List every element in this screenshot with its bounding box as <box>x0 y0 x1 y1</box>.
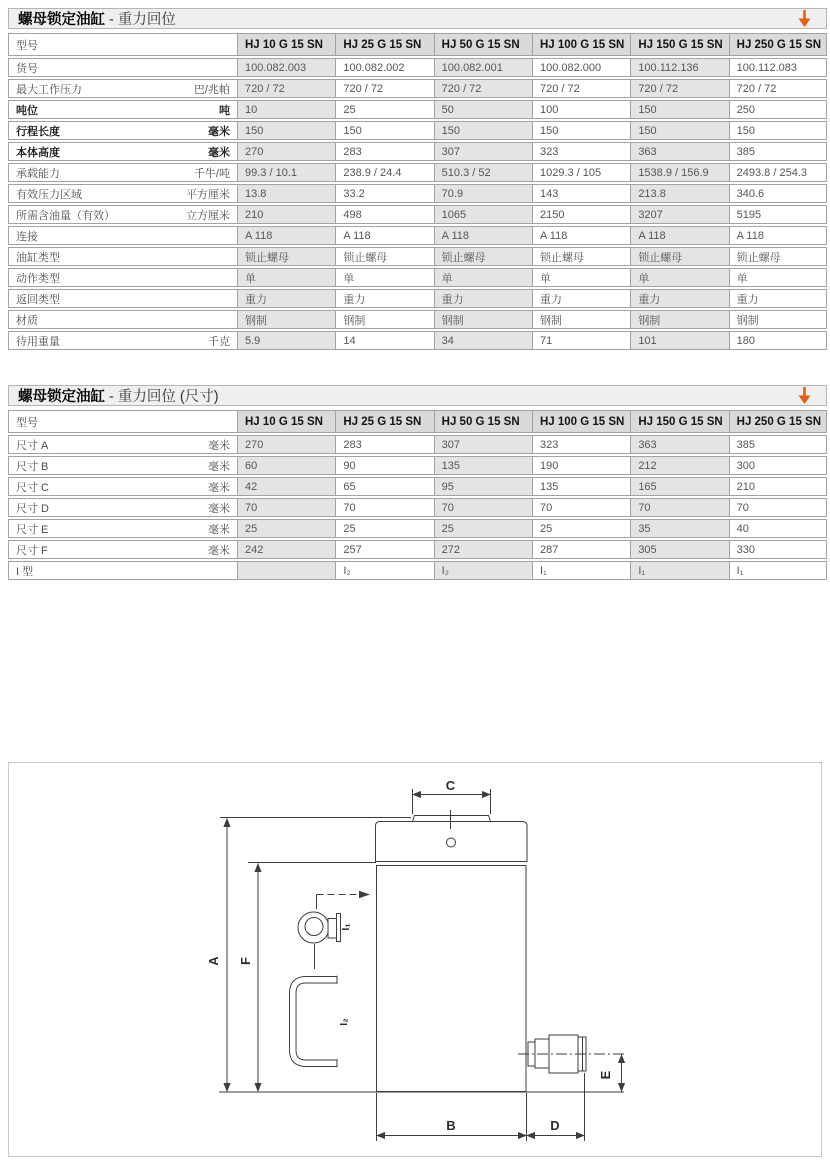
value-cell: 250 <box>729 100 827 119</box>
row-label: 尺寸 E <box>16 523 49 536</box>
cylinder-drawing <box>9 763 821 1156</box>
value-cell: 100.082.001 <box>434 58 532 77</box>
value-cell: 25 <box>434 519 532 538</box>
value-cell: 100.082.003 <box>237 58 335 77</box>
value-cell: 71 <box>532 331 630 350</box>
value-cell: A 118 <box>335 226 433 245</box>
section-title-variant: - 重力回位 (尺寸) <box>105 389 219 405</box>
value-cell: 钢制 <box>729 310 827 329</box>
column-header: HJ 250 G 15 SN <box>729 410 827 433</box>
value-cell: 5.9 <box>237 331 335 350</box>
value-cell: 单 <box>335 268 433 287</box>
value-cell: 150 <box>434 121 532 140</box>
cylinder-body <box>377 866 527 1092</box>
value-cell: 100.082.002 <box>335 58 433 77</box>
table-row <box>8 163 827 182</box>
column-header: HJ 10 G 15 SN <box>237 33 335 56</box>
table-row <box>8 205 827 224</box>
table-row <box>8 456 827 475</box>
unit-label: 毫米 <box>208 460 230 473</box>
row-label-cell <box>8 561 237 580</box>
value-cell: 单 <box>237 268 335 287</box>
table-row <box>8 79 827 98</box>
column-header: HJ 50 G 15 SN <box>434 410 532 433</box>
value-cell: A 118 <box>434 226 532 245</box>
row-label: 尺寸 B <box>16 460 49 473</box>
value-cell: 70 <box>434 498 532 517</box>
value-cell: 1538.9 / 156.9 <box>630 163 728 182</box>
row-label: 承载能力 <box>16 167 60 180</box>
value-cell: 65 <box>335 477 433 496</box>
value-cell: 385 <box>729 435 827 454</box>
row-label: I 型 <box>16 565 34 578</box>
value-cell: 101 <box>630 331 728 350</box>
row-label: 油缸类型 <box>16 251 60 264</box>
value-cell: 300 <box>729 456 827 475</box>
section-title-bar <box>8 385 827 406</box>
row-label: 所需含油量（有效） <box>16 209 115 222</box>
unit-label: 立方厘米 <box>186 209 230 222</box>
row-label-cell <box>8 331 237 350</box>
value-cell: A 118 <box>630 226 728 245</box>
value-cell: 42 <box>237 477 335 496</box>
table-row <box>8 540 827 559</box>
table-row <box>8 268 827 287</box>
value-cell: 10 <box>237 100 335 119</box>
value-cell: I₂ <box>434 561 532 580</box>
handle-inner <box>293 980 337 1064</box>
row-label: 行程长度 <box>16 125 60 138</box>
value-cell: 钢制 <box>237 310 335 329</box>
dim-label-i2: I₂ <box>338 1018 350 1026</box>
value-cell: 25 <box>532 519 630 538</box>
row-label-cell <box>8 205 237 224</box>
row-label-cell <box>8 540 237 559</box>
value-cell: 510.3 / 52 <box>434 163 532 182</box>
value-cell: 13.8 <box>237 184 335 203</box>
value-cell: 25 <box>237 519 335 538</box>
value-cell: 135 <box>532 477 630 496</box>
value-cell: 70 <box>237 498 335 517</box>
lifting-eye-hole <box>305 918 323 936</box>
row-label-cell <box>8 58 237 77</box>
row-label-cell <box>8 247 237 266</box>
dim-label-i1: I₁ <box>340 923 352 931</box>
value-cell: 重力 <box>532 289 630 308</box>
value-cell: 重力 <box>630 289 728 308</box>
value-cell: 150 <box>729 121 827 140</box>
row-label-cell <box>8 100 237 119</box>
value-cell: A 118 <box>729 226 827 245</box>
value-cell: 钢制 <box>532 310 630 329</box>
section-title-product: 螺母锁定油缸 <box>18 389 105 405</box>
value-cell: 锁止螺母 <box>630 247 728 266</box>
guide-arrowhead <box>359 891 370 898</box>
row-label: 尺寸 F <box>16 544 48 557</box>
row-label: 连接 <box>16 230 38 243</box>
row-label: 尺寸 A <box>16 439 49 452</box>
value-cell: 锁止螺母 <box>237 247 335 266</box>
value-cell: 锁止螺母 <box>532 247 630 266</box>
row-label-cell <box>8 184 237 203</box>
value-cell: 2150 <box>532 205 630 224</box>
section-title-product: 螺母锁定油缸 <box>18 12 105 28</box>
column-header: HJ 100 G 15 SN <box>532 410 630 433</box>
value-cell: 33.2 <box>335 184 433 203</box>
section-title <box>18 8 176 29</box>
value-cell: 25 <box>335 100 433 119</box>
value-cell: 213.8 <box>630 184 728 203</box>
lifting-eye-neck <box>328 919 337 939</box>
value-cell: 305 <box>630 540 728 559</box>
unit-label: 毫米 <box>208 146 230 159</box>
value-cell: 3207 <box>630 205 728 224</box>
value-cell: 720 / 72 <box>729 79 827 98</box>
value-cell: 95 <box>434 477 532 496</box>
table-row <box>8 561 827 580</box>
value-cell <box>237 561 335 580</box>
value-cell: 210 <box>237 205 335 224</box>
column-header: HJ 150 G 15 SN <box>630 33 728 56</box>
row-label-cell <box>8 477 237 496</box>
value-cell: 锁止螺母 <box>434 247 532 266</box>
value-cell: 99.3 / 10.1 <box>237 163 335 182</box>
value-cell: 720 / 72 <box>630 79 728 98</box>
value-cell: 单 <box>532 268 630 287</box>
section-title-variant: - 重力回位 <box>105 12 176 28</box>
value-cell: 70 <box>532 498 630 517</box>
value-cell: 720 / 72 <box>335 79 433 98</box>
dim-label-c: C <box>445 778 456 793</box>
value-cell: 70.9 <box>434 184 532 203</box>
unit-label: 巴/兆帕 <box>193 83 230 96</box>
dim-label-f: F <box>238 957 253 965</box>
row-label-cell <box>8 226 237 245</box>
value-cell: 单 <box>434 268 532 287</box>
row-label-cell <box>8 498 237 517</box>
value-cell: 钢制 <box>434 310 532 329</box>
column-header: HJ 150 G 15 SN <box>630 410 728 433</box>
dim-label-e: E <box>598 1070 613 1080</box>
dimensions-section <box>8 385 827 582</box>
unit-label: 毫米 <box>208 523 230 536</box>
value-cell: 307 <box>434 142 532 161</box>
value-cell: 287 <box>532 540 630 559</box>
value-cell: 100.112.083 <box>729 58 827 77</box>
row-label-cell <box>8 519 237 538</box>
value-cell: 1065 <box>434 205 532 224</box>
column-header: HJ 25 G 15 SN <box>335 410 433 433</box>
value-cell: 70 <box>335 498 433 517</box>
column-header: HJ 10 G 15 SN <box>237 410 335 433</box>
value-cell: 34 <box>434 331 532 350</box>
value-cell: 锁止螺母 <box>335 247 433 266</box>
value-cell: 272 <box>434 540 532 559</box>
value-cell: 242 <box>237 540 335 559</box>
spec-section <box>8 8 827 352</box>
value-cell: 323 <box>532 142 630 161</box>
unit-label: 吨 <box>219 104 230 117</box>
row-label-cell <box>8 310 237 329</box>
unit-label: 毫米 <box>208 125 230 138</box>
row-label: 本体高度 <box>16 146 60 159</box>
value-cell: I₁ <box>532 561 630 580</box>
value-cell: 498 <box>335 205 433 224</box>
row-label-cell <box>8 142 237 161</box>
technical-drawing-panel <box>8 762 822 1157</box>
value-cell: 14 <box>335 331 433 350</box>
download-arrow-icon[interactable] <box>797 9 812 28</box>
dim-label-b: B <box>446 1118 456 1133</box>
value-cell: 165 <box>630 477 728 496</box>
row-label: 返回类型 <box>16 293 60 306</box>
table-row <box>8 289 827 308</box>
value-cell: I₂ <box>335 561 433 580</box>
unit-label: 千克 <box>208 335 230 348</box>
value-cell: 135 <box>434 456 532 475</box>
value-cell: 720 / 72 <box>532 79 630 98</box>
value-cell: 重力 <box>434 289 532 308</box>
value-cell: 100.112.136 <box>630 58 728 77</box>
row-label: 尺寸 C <box>16 481 49 494</box>
row-label-cell <box>8 435 237 454</box>
value-cell: 212 <box>630 456 728 475</box>
value-cell: 150 <box>335 121 433 140</box>
value-cell: 270 <box>237 142 335 161</box>
row-label: 有效压力区域 <box>16 188 82 201</box>
row-label-cell <box>8 79 237 98</box>
value-cell: 720 / 72 <box>237 79 335 98</box>
row-label: 动作类型 <box>16 272 60 285</box>
value-cell: 150 <box>237 121 335 140</box>
header-row <box>8 410 827 433</box>
table-row <box>8 477 827 496</box>
value-cell: A 118 <box>532 226 630 245</box>
row-label-header: 型号 <box>8 33 237 56</box>
value-cell: 60 <box>237 456 335 475</box>
value-cell: 307 <box>434 435 532 454</box>
table-row <box>8 310 827 329</box>
row-label: 最大工作压力 <box>16 83 82 96</box>
dimensions-table-container <box>8 408 827 582</box>
row-label: 货号 <box>16 62 38 75</box>
table-row <box>8 184 827 203</box>
value-cell: 100.082.000 <box>532 58 630 77</box>
value-cell: 40 <box>729 519 827 538</box>
value-cell: 143 <box>532 184 630 203</box>
value-cell: 5195 <box>729 205 827 224</box>
value-cell: I₁ <box>630 561 728 580</box>
value-cell: 340.6 <box>729 184 827 203</box>
value-cell: 363 <box>630 142 728 161</box>
row-label: 材质 <box>16 314 38 327</box>
value-cell: 70 <box>729 498 827 517</box>
row-label: 尺寸 D <box>16 502 49 515</box>
table-row <box>8 435 827 454</box>
download-arrow-icon[interactable] <box>797 386 812 405</box>
value-cell: 323 <box>532 435 630 454</box>
value-cell: 50 <box>434 100 532 119</box>
value-cell: 720 / 72 <box>434 79 532 98</box>
row-label-cell <box>8 289 237 308</box>
unit-label: 平方厘米 <box>186 188 230 201</box>
value-cell: 锁止螺母 <box>729 247 827 266</box>
row-label: 吨位 <box>16 104 38 117</box>
value-cell: 283 <box>335 142 433 161</box>
value-cell: 257 <box>335 540 433 559</box>
unit-label: 千牛/吨 <box>193 167 230 180</box>
value-cell: 330 <box>729 540 827 559</box>
value-cell: 90 <box>335 456 433 475</box>
header-row <box>8 33 827 56</box>
row-label-cell <box>8 456 237 475</box>
spec-table <box>8 31 827 352</box>
spec-table <box>8 408 827 582</box>
value-cell: 35 <box>630 519 728 538</box>
table-row <box>8 58 827 77</box>
row-label-cell <box>8 121 237 140</box>
value-cell: 150 <box>630 100 728 119</box>
unit-label: 毫米 <box>208 481 230 494</box>
table-row <box>8 331 827 350</box>
value-cell: 283 <box>335 435 433 454</box>
dim-label-a: A <box>206 956 221 966</box>
unit-label: 毫米 <box>208 502 230 515</box>
column-header: HJ 25 G 15 SN <box>335 33 433 56</box>
saddle <box>413 816 491 822</box>
value-cell: 150 <box>630 121 728 140</box>
table-row <box>8 142 827 161</box>
table-row <box>8 121 827 140</box>
spec-table-container <box>8 31 827 352</box>
value-cell: I₁ <box>729 561 827 580</box>
value-cell: 190 <box>532 456 630 475</box>
value-cell: 385 <box>729 142 827 161</box>
table-row <box>8 519 827 538</box>
value-cell: 钢制 <box>335 310 433 329</box>
unit-label: 毫米 <box>208 544 230 557</box>
handle-outline <box>293 980 337 1064</box>
table-row <box>8 498 827 517</box>
value-cell: 单 <box>630 268 728 287</box>
section-title-bar <box>8 8 827 29</box>
value-cell: 单 <box>729 268 827 287</box>
table-row <box>8 247 827 266</box>
value-cell: 重力 <box>335 289 433 308</box>
dim-label-d: D <box>550 1118 560 1133</box>
section-title <box>18 385 219 406</box>
row-label-cell <box>8 268 237 287</box>
value-cell: 重力 <box>237 289 335 308</box>
value-cell: 1029.3 / 105 <box>532 163 630 182</box>
table-row <box>8 100 827 119</box>
value-cell: 150 <box>532 121 630 140</box>
column-header: HJ 250 G 15 SN <box>729 33 827 56</box>
value-cell: 100 <box>532 100 630 119</box>
value-cell: 180 <box>729 331 827 350</box>
value-cell: 25 <box>335 519 433 538</box>
row-label: 待用重量 <box>16 335 60 348</box>
column-header: HJ 100 G 15 SN <box>532 33 630 56</box>
value-cell: 363 <box>630 435 728 454</box>
collar-hole <box>447 838 456 847</box>
value-cell: 210 <box>729 477 827 496</box>
unit-label: 毫米 <box>208 439 230 452</box>
value-cell: 重力 <box>729 289 827 308</box>
row-label-cell <box>8 163 237 182</box>
table-row <box>8 226 827 245</box>
value-cell: 238.9 / 24.4 <box>335 163 433 182</box>
value-cell: 270 <box>237 435 335 454</box>
value-cell: 70 <box>630 498 728 517</box>
value-cell: A 118 <box>237 226 335 245</box>
row-label-header: 型号 <box>8 410 237 433</box>
column-header: HJ 50 G 15 SN <box>434 33 532 56</box>
value-cell: 2493.8 / 254.3 <box>729 163 827 182</box>
value-cell: 钢制 <box>630 310 728 329</box>
